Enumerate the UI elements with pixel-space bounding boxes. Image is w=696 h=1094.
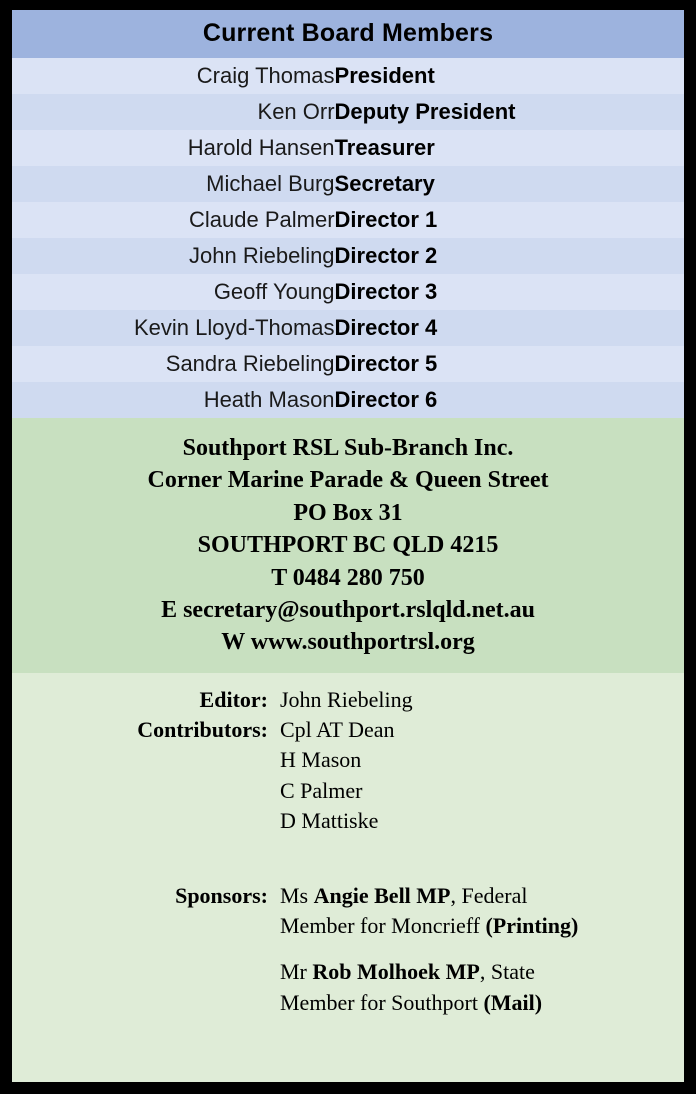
sponsors-row (12, 957, 684, 987)
sponsors-row (12, 988, 684, 1018)
table-row (12, 202, 684, 238)
board-member-name: Craig Thomas (196, 63, 335, 88)
board-member-role: Treasurer (334, 135, 435, 160)
sponsor-prefix: Mr (280, 959, 313, 985)
table-row (12, 94, 684, 130)
table-row (12, 166, 684, 202)
contributor-name: C Palmer (280, 777, 363, 803)
sponsor-support-type: (Mail) (483, 989, 543, 1015)
sponsors-label: Sponsors: (175, 882, 268, 908)
contributor-name: Cpl AT Dean (280, 717, 395, 743)
editor-row (12, 685, 684, 715)
table-row (12, 310, 684, 346)
contributors-row (12, 806, 684, 836)
credits-spacer (12, 837, 684, 881)
contributors-row (12, 715, 684, 745)
sponsor-name: Rob Molhoek MP (312, 959, 480, 985)
sponsor-prefix: Ms (280, 882, 314, 908)
board-member-name: Sandra Riebeling (165, 351, 335, 376)
credits-block (12, 673, 684, 1082)
contributor-name: H Mason (280, 747, 362, 773)
board-member-name: Geoff Young (213, 279, 335, 304)
board-member-role: Director 4 (334, 315, 438, 340)
board-member-name: Claude Palmer (189, 207, 335, 232)
organisation-address-block (12, 418, 684, 673)
sponsor-line-1 (280, 957, 684, 987)
board-member-role: President (334, 63, 435, 88)
board-member-name: Harold Hansen (187, 135, 335, 160)
board-member-role: Director 6 (334, 387, 438, 412)
contributors-row (12, 776, 684, 806)
board-members-table (12, 58, 684, 418)
table-row (12, 58, 684, 94)
board-member-name: Ken Orr (257, 99, 335, 124)
address-line-phone: T 0484 280 750 (271, 564, 425, 591)
address-line-organisation: Southport RSL Sub-Branch Inc. (182, 435, 514, 461)
address-line-street: Corner Marine Parade & Queen Street (147, 467, 549, 494)
sponsor-suffix: , State (479, 959, 535, 985)
sponsor-line-1 (280, 881, 684, 911)
sponsor-spacer (12, 941, 684, 957)
sponsor-role: Member for Southport (280, 989, 484, 1015)
table-row (12, 130, 684, 166)
address-line-email: E secretary@southport.rslqld.net.au (161, 596, 535, 623)
sponsor-line-2 (280, 911, 684, 941)
sponsor-name: Angie Bell MP (313, 882, 451, 908)
board-member-role: Deputy President (334, 99, 516, 124)
sponsor-line-2 (280, 988, 684, 1018)
contributor-name: D Mattiske (280, 808, 379, 834)
sponsor-support-type: (Printing) (485, 912, 579, 938)
sponsor-suffix: , Federal (450, 882, 528, 908)
board-section-title: Current Board Members (12, 10, 684, 58)
board-member-name: Heath Mason (203, 387, 335, 412)
address-line-website: W www.southportrsl.org (221, 629, 475, 656)
board-member-role: Director 3 (334, 279, 438, 304)
sponsors-row (12, 911, 684, 941)
contributors-row (12, 745, 684, 775)
board-member-name: John Riebeling (189, 243, 335, 268)
board-member-role: Director 1 (334, 207, 438, 232)
table-row (12, 274, 684, 310)
sponsor-role: Member for Moncrieff (280, 912, 486, 938)
board-member-name: Kevin Lloyd-Thomas (134, 315, 335, 340)
editor-value: John Riebeling (280, 686, 413, 712)
address-line-pobox: PO Box 31 (293, 499, 403, 526)
table-row (12, 382, 684, 418)
board-member-role: Director 5 (334, 351, 438, 376)
table-row (12, 346, 684, 382)
contributors-label: Contributors: (137, 717, 268, 743)
board-member-name: Michael Burg (206, 171, 335, 196)
editor-label: Editor: (199, 686, 268, 712)
sponsors-row (12, 881, 684, 911)
address-line-suburb: SOUTHPORT BC QLD 4215 (197, 532, 499, 559)
board-member-role: Secretary (334, 171, 435, 196)
page-inner (12, 10, 684, 1082)
board-member-role: Director 2 (334, 243, 438, 268)
table-row (12, 238, 684, 274)
